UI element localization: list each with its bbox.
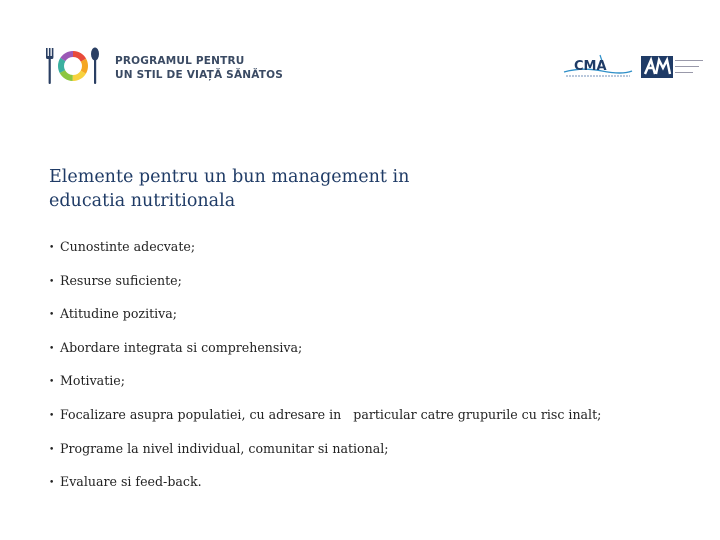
list-item bbox=[49, 270, 709, 304]
bullet-icon: • bbox=[49, 377, 55, 388]
bullet-icon: • bbox=[49, 444, 55, 455]
bullet-icon: • bbox=[49, 478, 55, 489]
bullet-icon: • bbox=[49, 243, 55, 253]
bullet-list bbox=[49, 236, 709, 505]
cma-label: CMA bbox=[574, 59, 607, 74]
list-item bbox=[49, 370, 709, 404]
amm-caption bbox=[675, 57, 707, 73]
bullet-text: Cunostinte adecvate; bbox=[60, 239, 196, 254]
program-name-line1: PROGRAMUL PENTRU bbox=[115, 55, 245, 67]
amm-logo-mark bbox=[641, 56, 673, 78]
slide-title: Elemente pentru un bun management in educatia nutritionala bbox=[49, 167, 410, 211]
list-item bbox=[49, 303, 709, 337]
list-item bbox=[49, 404, 709, 438]
program-name bbox=[115, 54, 283, 82]
bullet-text: Atitudine pozitiva; bbox=[60, 306, 178, 322]
bullet-text: Motivatie; bbox=[60, 373, 125, 389]
bullet-text: Programe la nivel individual, comunitar si national; bbox=[60, 440, 389, 456]
list-item bbox=[49, 337, 709, 371]
bullet-text: Focalizare asupra populatiei, cu adresare in particular catre grupurile cu risc inalt; bbox=[60, 406, 602, 422]
bullet-text: Evaluare si feed-back. bbox=[60, 474, 202, 490]
bullet-icon: • bbox=[49, 410, 55, 421]
bullet-text: Abordare integrata si comprehensiva; bbox=[60, 339, 303, 355]
plate-cutlery-icon bbox=[43, 44, 107, 88]
list-item bbox=[49, 438, 709, 472]
program-name-line2: UN STIL DE VIAȚĂ SĂNĂTOS bbox=[115, 69, 284, 81]
list-item bbox=[49, 471, 709, 505]
amm-logo bbox=[641, 56, 707, 78]
bullet-icon: • bbox=[49, 276, 55, 287]
cma-logo-mark bbox=[562, 52, 634, 80]
bullet-icon: • bbox=[49, 343, 55, 354]
bullet-icon: • bbox=[49, 310, 55, 321]
program-logo bbox=[43, 44, 283, 88]
cma-logo bbox=[562, 52, 634, 80]
bullet-text: Resurse suficiente; bbox=[60, 272, 182, 288]
list-item bbox=[49, 236, 709, 270]
